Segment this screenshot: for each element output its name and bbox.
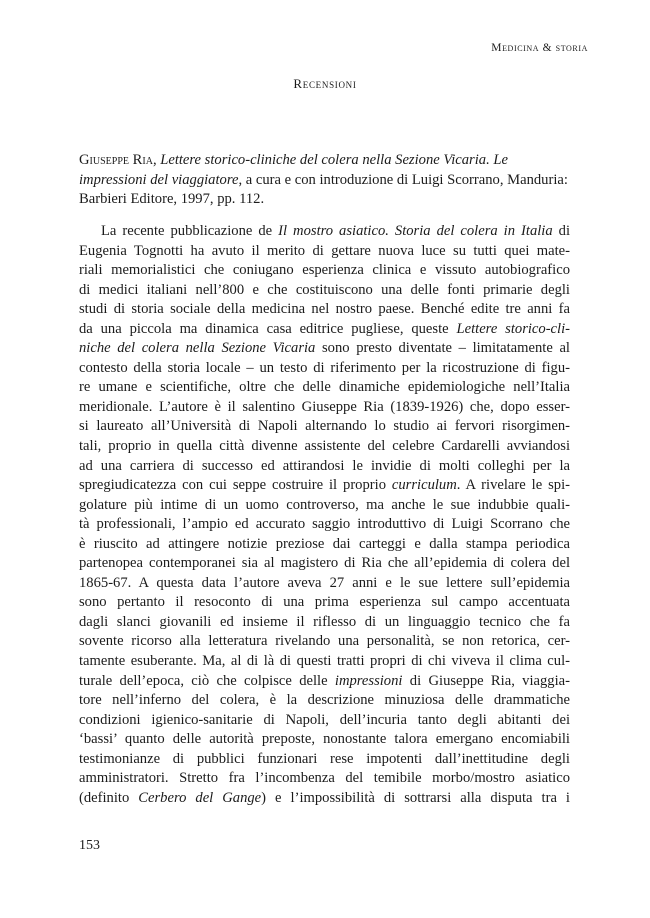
running-head: Medicina & storia bbox=[491, 42, 588, 54]
text-segment: Eugenia Tognotti ha avuto il merito di gettare nuova luce su tutti quei mate- bbox=[79, 242, 570, 259]
italic-text: niche del colera nella Sezione Vicaria bbox=[79, 340, 316, 357]
citation-details: , a cura e con introduzione di Luigi Scorrano, Manduria: Barbieri Editore, 1997, pp. 112. bbox=[79, 171, 568, 208]
text-line bbox=[79, 222, 570, 242]
text-line bbox=[79, 652, 570, 672]
text-segment: meridionale. L’autore è il salentino Giuseppe Ria (1839-1926) che, dopo esser- bbox=[79, 398, 570, 415]
text-line bbox=[79, 281, 570, 301]
text-line bbox=[79, 242, 570, 262]
text-line bbox=[79, 378, 570, 398]
text-line bbox=[79, 593, 570, 613]
book-citation bbox=[79, 151, 570, 210]
text-line bbox=[79, 515, 570, 535]
text-segment: si laureato all’Università di Napoli alternando lo studio ai fervori risorgimen- bbox=[79, 418, 570, 435]
text-segment: (definito bbox=[79, 789, 139, 806]
text-line bbox=[79, 789, 570, 809]
text-segment: turale dell’epoca, ciò che colpisce delle bbox=[79, 672, 335, 689]
text-line bbox=[79, 261, 570, 281]
text-line bbox=[79, 730, 570, 750]
review-body bbox=[79, 222, 570, 808]
page-number: 153 bbox=[79, 838, 100, 853]
text-segment: sono presto diventate – limitatamente al bbox=[315, 340, 570, 357]
text-segment: spregiudicatezza con cui seppe costruire il proprio bbox=[79, 477, 392, 494]
italic-text: impressioni bbox=[334, 672, 403, 689]
text-segment: di bbox=[552, 223, 571, 239]
text-segment: ad una carriera di successo ed attirandosi le invidie di molti colleghi per la bbox=[79, 457, 570, 474]
italic-text: Il mostro asiatico. Storia del colera in Italia bbox=[278, 223, 553, 239]
text-segment: tore nell’inferno del colera, è la descrizione minuziosa delle drammatiche bbox=[79, 692, 570, 709]
text-line bbox=[79, 398, 570, 418]
text-segment: di Giuseppe Ria, viaggia- bbox=[402, 672, 570, 689]
text-segment: sovente ricorso alla letteratura rivelando una personalità, se non retorica, cer- bbox=[79, 633, 570, 650]
text-segment: da una piccola ma dinamica casa editrice pugliese, queste bbox=[79, 320, 457, 337]
text-line bbox=[79, 554, 570, 574]
text-segment: ) e l’impossibilità di sottrarsi alla disputa tra i bbox=[261, 789, 570, 806]
text-line bbox=[79, 574, 570, 594]
text-line bbox=[79, 711, 570, 731]
text-line bbox=[79, 339, 570, 359]
text-segment: re umane e scientifiche, oltre che delle dinamiche epidemiologiche nell’Italia bbox=[79, 379, 570, 396]
text-line bbox=[79, 476, 570, 496]
text-segment: tà professionali, l’ampio ed accurato saggio introduttivo di Luigi Scorrano che bbox=[79, 516, 570, 533]
citation-separator: , bbox=[152, 152, 161, 168]
text-line bbox=[79, 672, 570, 692]
text-line bbox=[79, 691, 570, 711]
text-segment: di medici italiani nell’800 e che costituiscono una delle fonti primarie degli bbox=[79, 281, 570, 298]
text-segment: condizioni igienico-sanitarie di Napoli, dell’incuria tanto degli abitanti dei bbox=[79, 711, 570, 728]
italic-text: Lettere storico-cli- bbox=[456, 320, 571, 337]
text-line bbox=[79, 320, 570, 340]
text-segment: contesto della storia locale – un testo di riferimento per la ricostruzione di figu- bbox=[79, 359, 570, 376]
text-segment: tamente esuberante. Ma, al di là di questi tratti propri di chi viveva il clima cul- bbox=[79, 653, 570, 670]
italic-text: curriculum bbox=[391, 477, 457, 494]
text-line bbox=[79, 769, 570, 789]
text-line bbox=[79, 613, 570, 633]
text-segment: amministratori. Stretto fra l’incombenza del temibile morbo/mostro asiatico bbox=[79, 770, 570, 787]
text-segment: testimonianze di pubblici funzionari rese impotenti dall’inettitudine degli bbox=[79, 750, 570, 767]
text-segment: . A rivelare le spi- bbox=[456, 477, 570, 494]
section-title: Recensioni bbox=[293, 76, 357, 91]
text-segment: riali memorialistici che coniugano esperienza clinica e vissuto autobiografico bbox=[79, 262, 570, 279]
text-segment: golature più intime di un uomo controverso, ma anche le sue indubbie quali- bbox=[79, 496, 570, 513]
text-line bbox=[79, 437, 570, 457]
text-segment: dagli slanci giovanili ed insieme il riflesso di un linguaggio tecnico che fa bbox=[79, 613, 570, 630]
text-segment: tali, proprio in quella città divenne assistente del celebre Cardarelli avviandosi bbox=[79, 438, 570, 455]
text-line bbox=[79, 359, 570, 379]
text-line bbox=[79, 535, 570, 555]
italic-text: Cerbero del Gange bbox=[138, 789, 262, 806]
citation-title: Lettere storico-cliniche del colera nella Sezione Vicaria. Le impressioni del viaggiatore bbox=[79, 152, 508, 188]
text-segment: ‘bassi’ quanto delle autorità preposte, nonostante talora emergano encomiabili bbox=[79, 731, 570, 748]
text-segment: è riuscito ad attingere notizie preziose dai carteggi e dalla stampa periodica bbox=[79, 535, 570, 552]
text-line bbox=[79, 457, 570, 477]
text-line bbox=[79, 496, 570, 516]
text-line bbox=[79, 632, 570, 652]
text-segment: sono pertanto il resoconto di una prima esperienza sul campo accentuata bbox=[79, 594, 570, 611]
text-segment: 1865-67. A questa data l’autore aveva 27 anni e le sue lettere sull’epidemia bbox=[79, 574, 570, 591]
text-line bbox=[79, 417, 570, 437]
text-line bbox=[79, 750, 570, 770]
text-segment: studi di storia sociale della medicina nel nostro paese. Benché edite tre anni fa bbox=[79, 301, 570, 318]
text-segment: La recente pubblicazione de bbox=[101, 223, 279, 239]
citation-author: Giuseppe Ria bbox=[79, 152, 153, 168]
text-segment: partenopea contemporanei sia al magistero di Ria che all’epidemia di colera del bbox=[79, 555, 570, 572]
text-line bbox=[79, 300, 570, 320]
